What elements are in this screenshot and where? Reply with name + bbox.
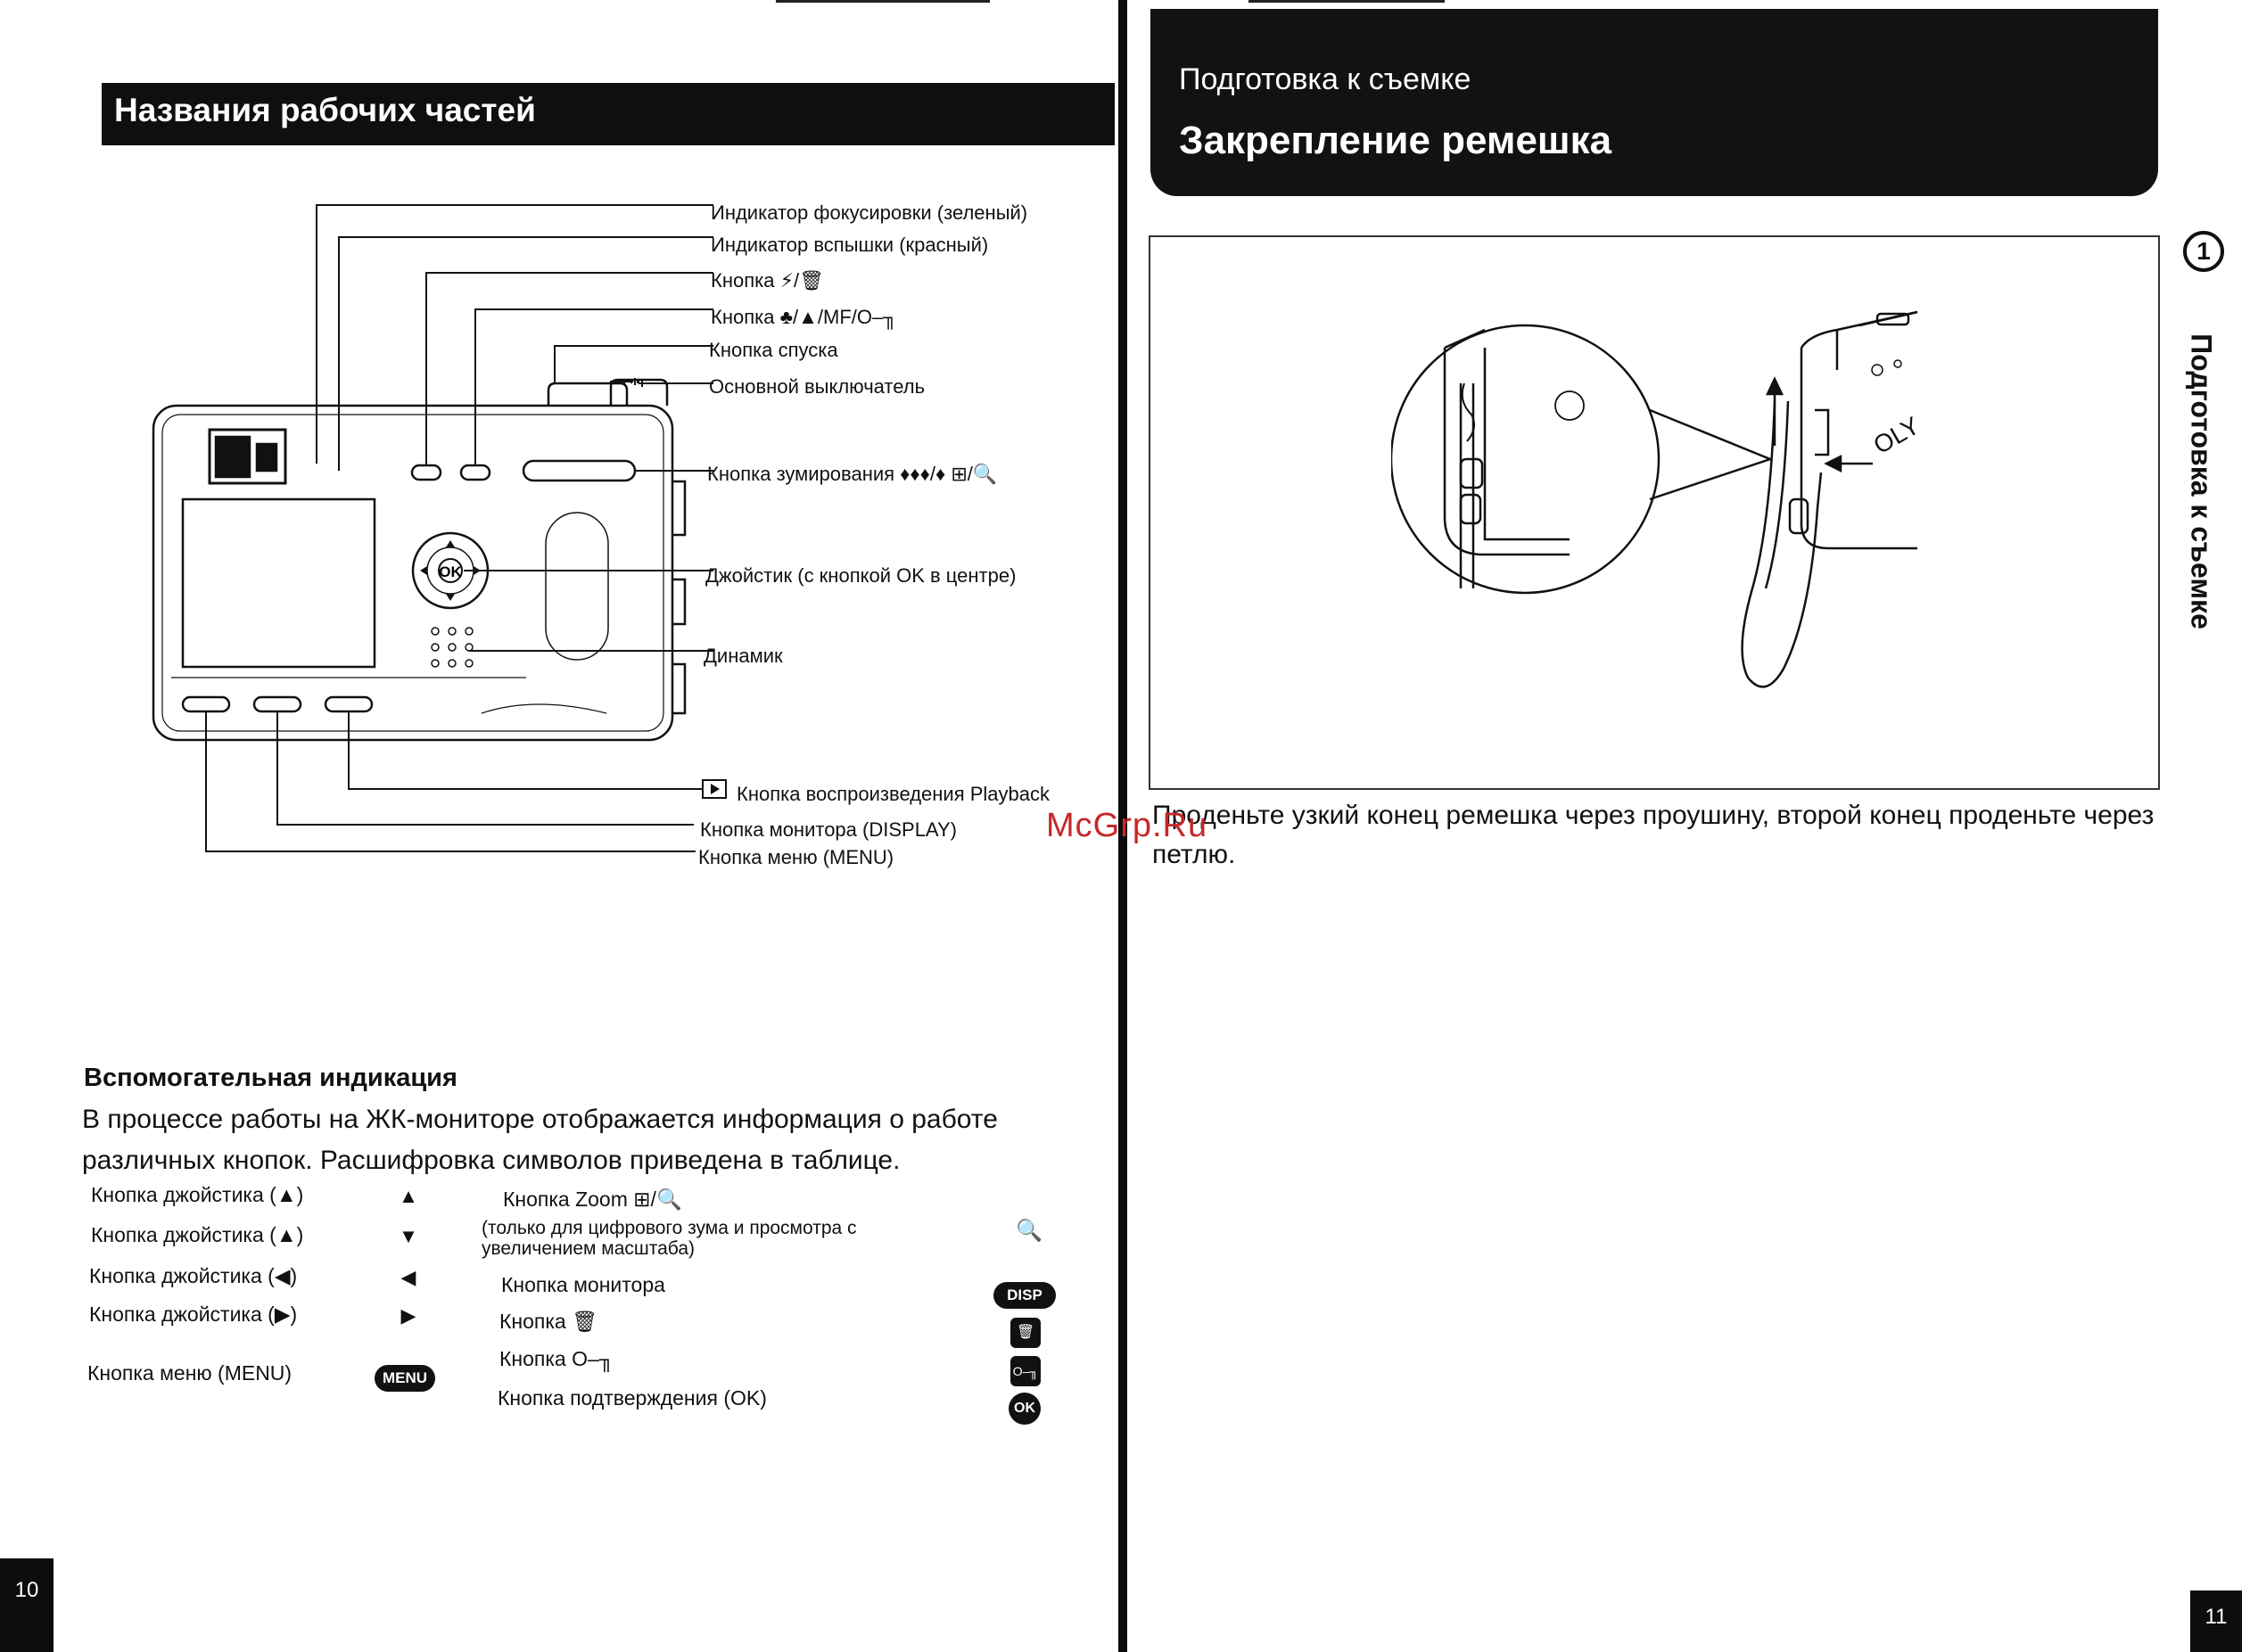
watermark: McGrp.Ru [1046,807,1208,844]
callout-focus-indicator: Индикатор фокусировки (зеленый) [711,201,1028,224]
aux-title: Вспомогательная индикация [84,1064,457,1092]
callout-menu-button: Кнопка меню (MENU) [698,846,894,868]
section-title: Закрепление ремешка [1179,119,1612,162]
table-row-label: Кнопка джойстика (▲) [91,1183,304,1206]
chapter-title: Подготовка к съемке [1179,62,1471,96]
chapter-side-tab [2174,294,2228,669]
callout-zoom-button: Кнопка зумирования ♦♦♦/♦ ⊞/🔍 [707,463,998,485]
arrow-left-icon: ◀ [400,1266,416,1288]
camera-back-diagram [143,196,1124,883]
display-button [254,697,301,711]
menu-icon: MENU [375,1365,435,1392]
callout-macro-button: Кнопка ♣/▲/MF/O‒╖ [711,306,897,328]
callout-joystick: Джойстик (с кнопкой OK в центре) [705,564,1017,587]
lcd-monitor [183,499,375,667]
figure-caption: Проденьте узкий конец ремешка через проушину, второй конец проденьте через петлю. [1152,801,2155,869]
callout-playback-button: Кнопка воспроизведения Playback [737,783,1051,805]
table-row-label: Кнопка подтверждения (OK) [498,1386,767,1410]
callout-flash-indicator: Индикатор вспышки (красный) [711,234,989,256]
playback-button [326,697,372,711]
top-rule [1248,0,1445,3]
callout-shutter-button: Кнопка спуска [709,339,838,361]
zoom-button [523,461,635,481]
table-row-note: (только для цифрового зума и просмотра с увеличением масштаба) [482,1218,857,1259]
strap-attachment-figure [1391,294,1926,713]
arrow-down-icon: ▼ [399,1225,418,1247]
table-row-label: Кнопка Zoom ⊞/🔍 [503,1188,682,1211]
top-rule [776,0,990,3]
chapter-side-label: Подготовка к съемке [2185,333,2218,629]
shutter-button [548,383,627,406]
table-row-label: Кнопка джойстика (◀) [89,1264,298,1287]
page-number-left: 10 [0,1558,54,1652]
callout-power-switch: Основной выключатель [709,375,926,398]
arrow-up-icon: ▲ [399,1185,418,1207]
viewfinder-window [216,437,250,477]
page-number-right: 11 [2190,1590,2242,1652]
table-row-label: Кнопка джойстика (▶) [89,1303,298,1326]
table-row-label: Кнопка O‒╖ [499,1347,614,1370]
arrow-right-icon: ▶ [400,1304,416,1327]
key-icon: O‒╖ [1010,1356,1041,1386]
table-row-label: Кнопка монитора [501,1273,665,1296]
callout-speaker: Динамик [704,645,783,667]
magnified-detail [1391,325,1659,593]
section-title: Названия рабочих частей [114,92,536,128]
section-header [102,83,1115,145]
camera-logo-text: OLY [1868,411,1924,460]
speaker-grille [432,628,473,667]
callout-display-button: Кнопка монитора (DISPLAY) [700,818,957,841]
macro-mode-button [461,465,490,480]
table-row-label: Кнопка меню (MENU) [87,1361,293,1385]
magnifier-icon: 🔍 [1016,1219,1042,1243]
chapter-header [1150,9,2158,196]
table-row-label: Кнопка 🗑 [499,1310,598,1333]
ok-center-label: OK [439,563,462,580]
disp-icon: DISP [993,1282,1056,1309]
callout-flash-delete-button: Кнопка ⚡/🗑 [711,269,825,292]
trash-icon: 🗑 [1010,1318,1041,1348]
aux-paragraph: В процессе работы на ЖК-мониторе отображается информация о работе различных кнопок. Расшифровка символов приведена в таблице. [82,1105,998,1175]
ok-icon: OK [1009,1393,1041,1425]
table-row-label: Кнопка джойстика (▲) [91,1223,304,1246]
grip [546,513,608,660]
menu-button [183,697,229,711]
flash-delete-button [412,465,441,480]
chapter-number-badge: 1 [2183,231,2224,272]
